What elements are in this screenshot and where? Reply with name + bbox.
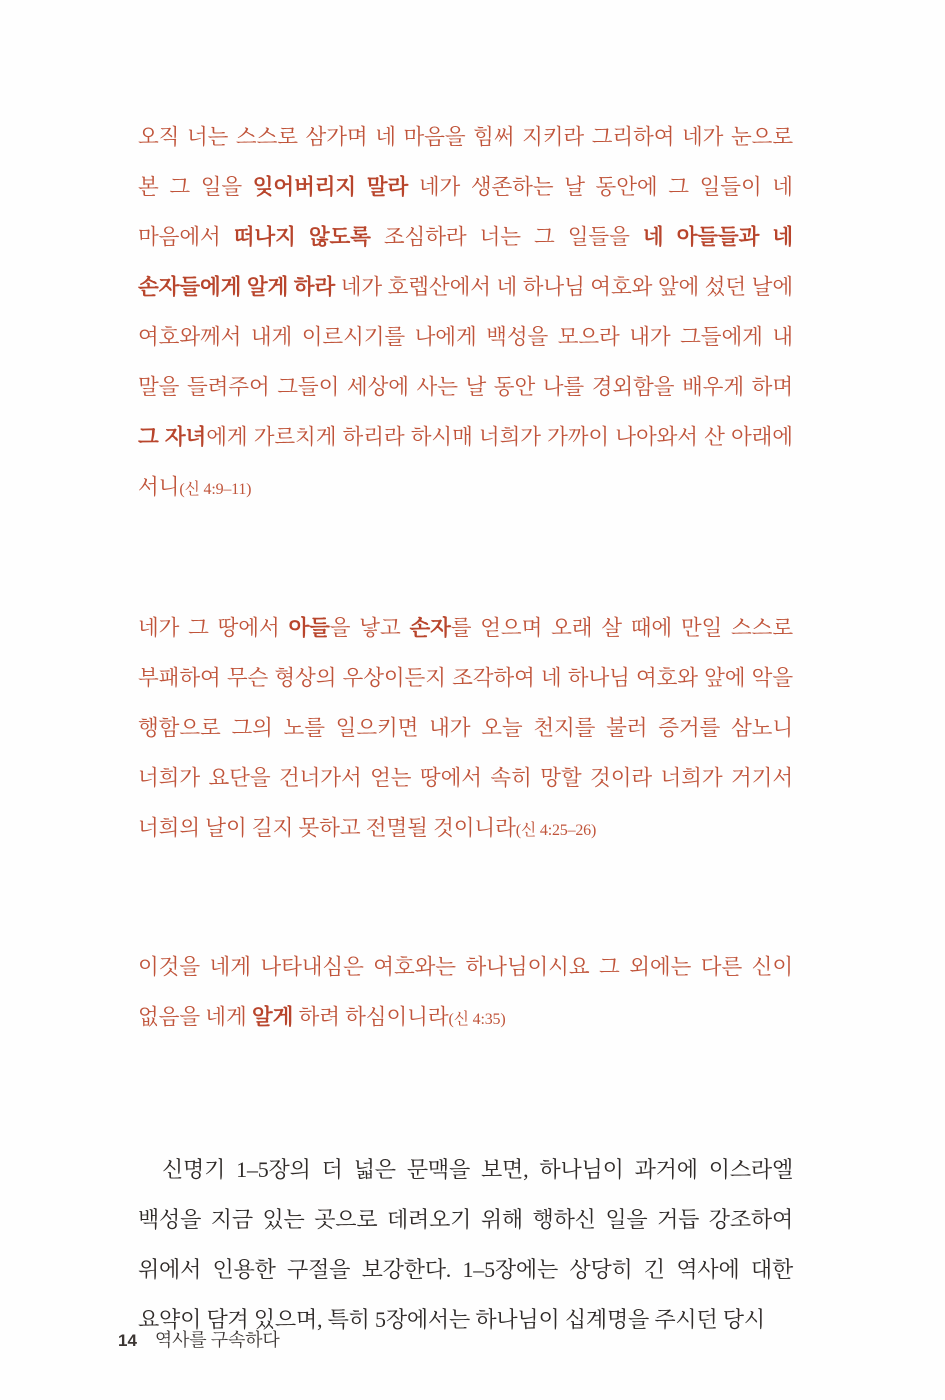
quote-3-body: 이것을 네게 나타내심은 여호와는 하나님이시요 그 외에는 다른 신이 없음을 네게 알게 하려 하심이니라 — [138, 955, 793, 1029]
quote-1-body: 오직 너는 스스로 삼가며 네 마음을 힘써 지키라 그리하여 네가 눈으로 본 그 일을 잊어버리지 말라 네가 생존하는 날 동안에 그 일들이 네 마음에서 떠나지 않도록 조심하라 너는 그 일들을 네 아들들과 네 손자들에게 알게 하라 네가 호렙산에서 네 하나님 여호와 앞에 섰던 날에 여호와께서 내게 이르시기를 나에게 백성을 모으라 내가 그들에게 내 말을 들려주어 그들이 세상에 사는 날 동안 나를 경외함을 배우게 하며 그 자녀에게 가르치게 하리라 하시매 너희가 가까이 나아와서 산 아래에 서니 — [138, 125, 793, 499]
quote-3-reference: (신 4:35) — [448, 1011, 506, 1028]
page-footer — [118, 1326, 280, 1352]
page-number: 14 — [118, 1331, 137, 1350]
quote-emphasis: 그 자녀 — [138, 425, 207, 449]
body-paragraph: 신명기 1–5장의 더 넓은 문맥을 보면, 하나님이 과거에 이스라엘 백성을 지금 있는 곳으로 데려오기 위해 행하신 일을 거듭 강조하여 위에서 인용한 구절을 보강한다. 1–5장에는 상당히 긴 역사에 대한 요약이 담겨 있으며, 특히 5장에서는 하나님이 십계명을 주시던 당시 — [138, 1157, 793, 1332]
quote-emphasis: 떠나지 않도록 — [233, 225, 371, 249]
quote-emphasis: 아들 — [288, 616, 330, 640]
quote-emphasis: 잊어버리지 말라 — [252, 175, 409, 199]
quote-1-reference: (신 4:9–11) — [179, 481, 252, 498]
quote-2-body: 네가 그 땅에서 아들을 낳고 손자를 얻으며 오래 살 때에 만일 스스로 부패하여 무슨 형상의 우상이든지 조각하여 네 하나님 여호와 앞에 악을 행함으로 그의 노를 일으키면 내가 오늘 천지를 불러 증거를 삼노니 너희가 요단을 건너가서 얻는 땅에서 속히 망할 것이라 너희가 거기서 너희의 날이 길지 못하고 전멸될 것이니라 — [138, 616, 794, 840]
scripture-quote-2 — [138, 603, 793, 856]
spacer — [138, 1087, 793, 1145]
page-content — [138, 112, 793, 1345]
spacer — [138, 898, 793, 942]
scripture-quote-1 — [138, 112, 793, 515]
scripture-quote-3 — [138, 942, 793, 1045]
spacer — [138, 557, 793, 603]
quote-2-reference: (신 4:25–26) — [515, 822, 597, 839]
quote-emphasis: 네 아들들과 네 손자들에게 알게 하라 — [138, 225, 793, 299]
quote-emphasis: 알게 — [251, 1005, 294, 1029]
quote-emphasis: 손자 — [409, 616, 451, 640]
running-title: 역사를 구속하다 — [154, 1330, 280, 1350]
